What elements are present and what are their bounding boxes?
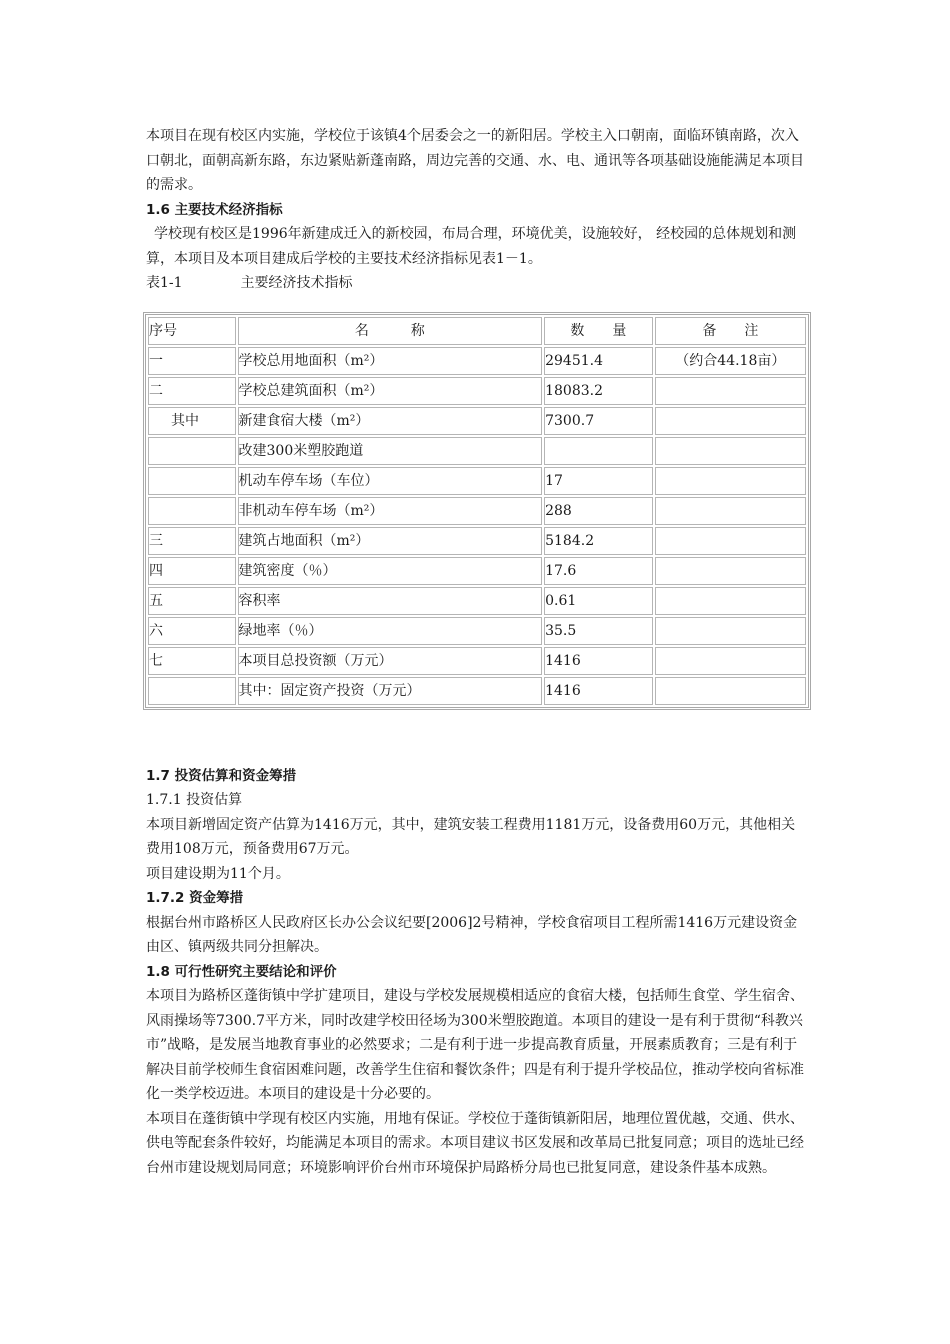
cell-quantity: 5184.2	[544, 527, 653, 555]
cell-index: 六	[148, 617, 236, 645]
table-row	[148, 527, 806, 555]
header-cell-index: 序号	[148, 317, 236, 345]
header-cell-name: 名 称	[238, 317, 543, 345]
table-row	[148, 617, 806, 645]
section-1-7-heading: 1.7 投资估算和资金筹措	[146, 767, 297, 784]
table-row	[148, 647, 806, 675]
cell-remark	[655, 437, 806, 465]
cell-remark: （约合44.18亩）	[655, 347, 806, 375]
cell-index	[148, 467, 236, 495]
cell-name: 绿地率（％）	[238, 617, 543, 645]
cell-index: 四	[148, 557, 236, 585]
cell-name: 机动车停车场（车位）	[238, 467, 543, 495]
header-cell-quantity: 数 量	[544, 317, 653, 345]
indicator-table-frame	[143, 312, 811, 710]
cell-remark	[655, 497, 806, 525]
table-row	[148, 467, 806, 495]
cell-name: 建筑密度（％）	[238, 557, 543, 585]
table-row	[148, 557, 806, 585]
table-row	[148, 347, 806, 375]
cell-remark	[655, 467, 806, 495]
conclusion-paragraph-2: 本项目在蓬街镇中学现有校区内实施，用地有保证。学校位于蓬街镇新阳居，地理位置优越，交通、供水、供电等配套条件较好，均能满足本项目的需求。本项目建议书区发展和改革局已批复同意；项目的选址已经台州市建设规划局同意；环境影响评价台州市环境保护局路桥分局也已批复同意，建设条件基本成熟。	[146, 1110, 804, 1176]
table-caption-number: 表1-1	[146, 275, 183, 291]
section-1-6-heading: 1.6 主要技术经济指标	[146, 201, 283, 218]
cell-quantity: 18083.2	[544, 377, 653, 405]
table-header-row	[148, 317, 806, 345]
intro-paragraph: 本项目在现有校区内实施，学校位于该镇4个居委会之一的新阳居。学校主入口朝南，面临环镇南路，次入口朝北，面朝高新东路，东边紧贴新蓬南路，周边完善的交通、水、电、通讯等各项基础设施能满足本项目的需求。	[146, 128, 804, 193]
cell-name: 非机动车停车场（m²）	[238, 497, 543, 525]
cell-name: 建筑占地面积（m²）	[238, 527, 543, 555]
section-1-7-2-heading: 1.7.2 资金筹措	[146, 890, 244, 906]
spacer	[146, 710, 806, 764]
cell-quantity: 0.61	[544, 587, 653, 615]
indicator-table	[146, 315, 808, 707]
cell-remark	[655, 377, 806, 405]
cell-name: 本项目总投资额（万元）	[238, 647, 543, 675]
funding-paragraph: 根据台州市路桥区人民政府区长办公会议纪要[2006]2号精神，学校食宿项目工程所需1416万元建设资金由区、镇两级共同分担解决。	[146, 914, 798, 955]
table-row	[148, 377, 806, 405]
cell-quantity: 17	[544, 467, 653, 495]
section-1-6-paragraph: 学校现有校区是1996年新建成迁入的新校园，布局合理，环境优美，设施较好， 经校园的总体规划和测算，本项目及本项目建成后学校的主要技术经济指标见表1－1。	[146, 226, 797, 267]
cell-remark	[655, 617, 806, 645]
cell-remark	[655, 557, 806, 585]
cell-quantity: 1416	[544, 677, 653, 705]
cell-name: 学校总用地面积（m²）	[238, 347, 543, 375]
investment-paragraph: 本项目新增固定资产估算为1416万元，其中，建筑安装工程费用1181万元，设备费用60万元，其他相关费用108万元，预备费用67万元。	[146, 816, 796, 857]
section-1-7-1-heading: 1.7.1 投资估算	[146, 792, 243, 808]
cell-name: 容积率	[238, 587, 543, 615]
cell-quantity: 35.5	[544, 617, 653, 645]
cell-remark	[655, 527, 806, 555]
table-caption-title: 主要经济技术指标	[240, 275, 353, 291]
construction-period: 项目建设期为11个月。	[146, 865, 290, 882]
cell-index	[148, 437, 236, 465]
cell-quantity: 29451.4	[544, 347, 653, 375]
cell-index: 七	[148, 647, 236, 675]
cell-quantity: 288	[544, 497, 653, 525]
table-row	[148, 587, 806, 615]
cell-remark	[655, 677, 806, 705]
table-row	[148, 407, 806, 435]
document-page	[146, 124, 806, 1180]
cell-index: 五	[148, 587, 236, 615]
cell-index: 一	[148, 347, 236, 375]
cell-quantity: 7300.7	[544, 407, 653, 435]
table-row	[148, 677, 806, 705]
cell-name: 其中：固定资产投资（万元）	[238, 677, 543, 705]
cell-index: 其中	[148, 407, 236, 435]
cell-name: 新建食宿大楼（m²）	[238, 407, 543, 435]
cell-name: 学校总建筑面积（m²）	[238, 377, 543, 405]
header-cell-remark: 备 注	[655, 317, 806, 345]
cell-index	[148, 497, 236, 525]
table-row	[148, 497, 806, 525]
cell-remark	[655, 587, 806, 615]
cell-index	[148, 677, 236, 705]
cell-name: 改建300米塑胶跑道	[238, 437, 543, 465]
cell-quantity: 1416	[544, 647, 653, 675]
section-1-8-heading: 1.8 可行性研究主要结论和评价	[146, 963, 337, 980]
cell-remark	[655, 407, 806, 435]
cell-remark	[655, 647, 806, 675]
cell-index: 三	[148, 527, 236, 555]
table-row	[148, 437, 806, 465]
cell-quantity: 17.6	[544, 557, 653, 585]
cell-index: 二	[148, 377, 236, 405]
conclusion-paragraph-1: 本项目为路桥区蓬街镇中学扩建项目，建设与学校发展规模相适应的食宿大楼，包括师生食堂、学生宿舍、风雨操场等7300.7平方米，同时改建学校田径场为300米塑胶跑道。本项目的建设一是有利于贯彻“科教兴市”战略，是发展当地教育事业的必然要求；二是有利于进一步提高教育质量，开展素质教育；三是有利于解决目前学校师生食宿困难问题，改善学生住宿和餐饮条件；四是有利于提升学校品位，推动学校向省标准化一类学校迈进。本项目的建设是十分必要的。	[146, 988, 804, 1102]
table-caption	[146, 271, 806, 296]
cell-quantity	[544, 437, 653, 465]
